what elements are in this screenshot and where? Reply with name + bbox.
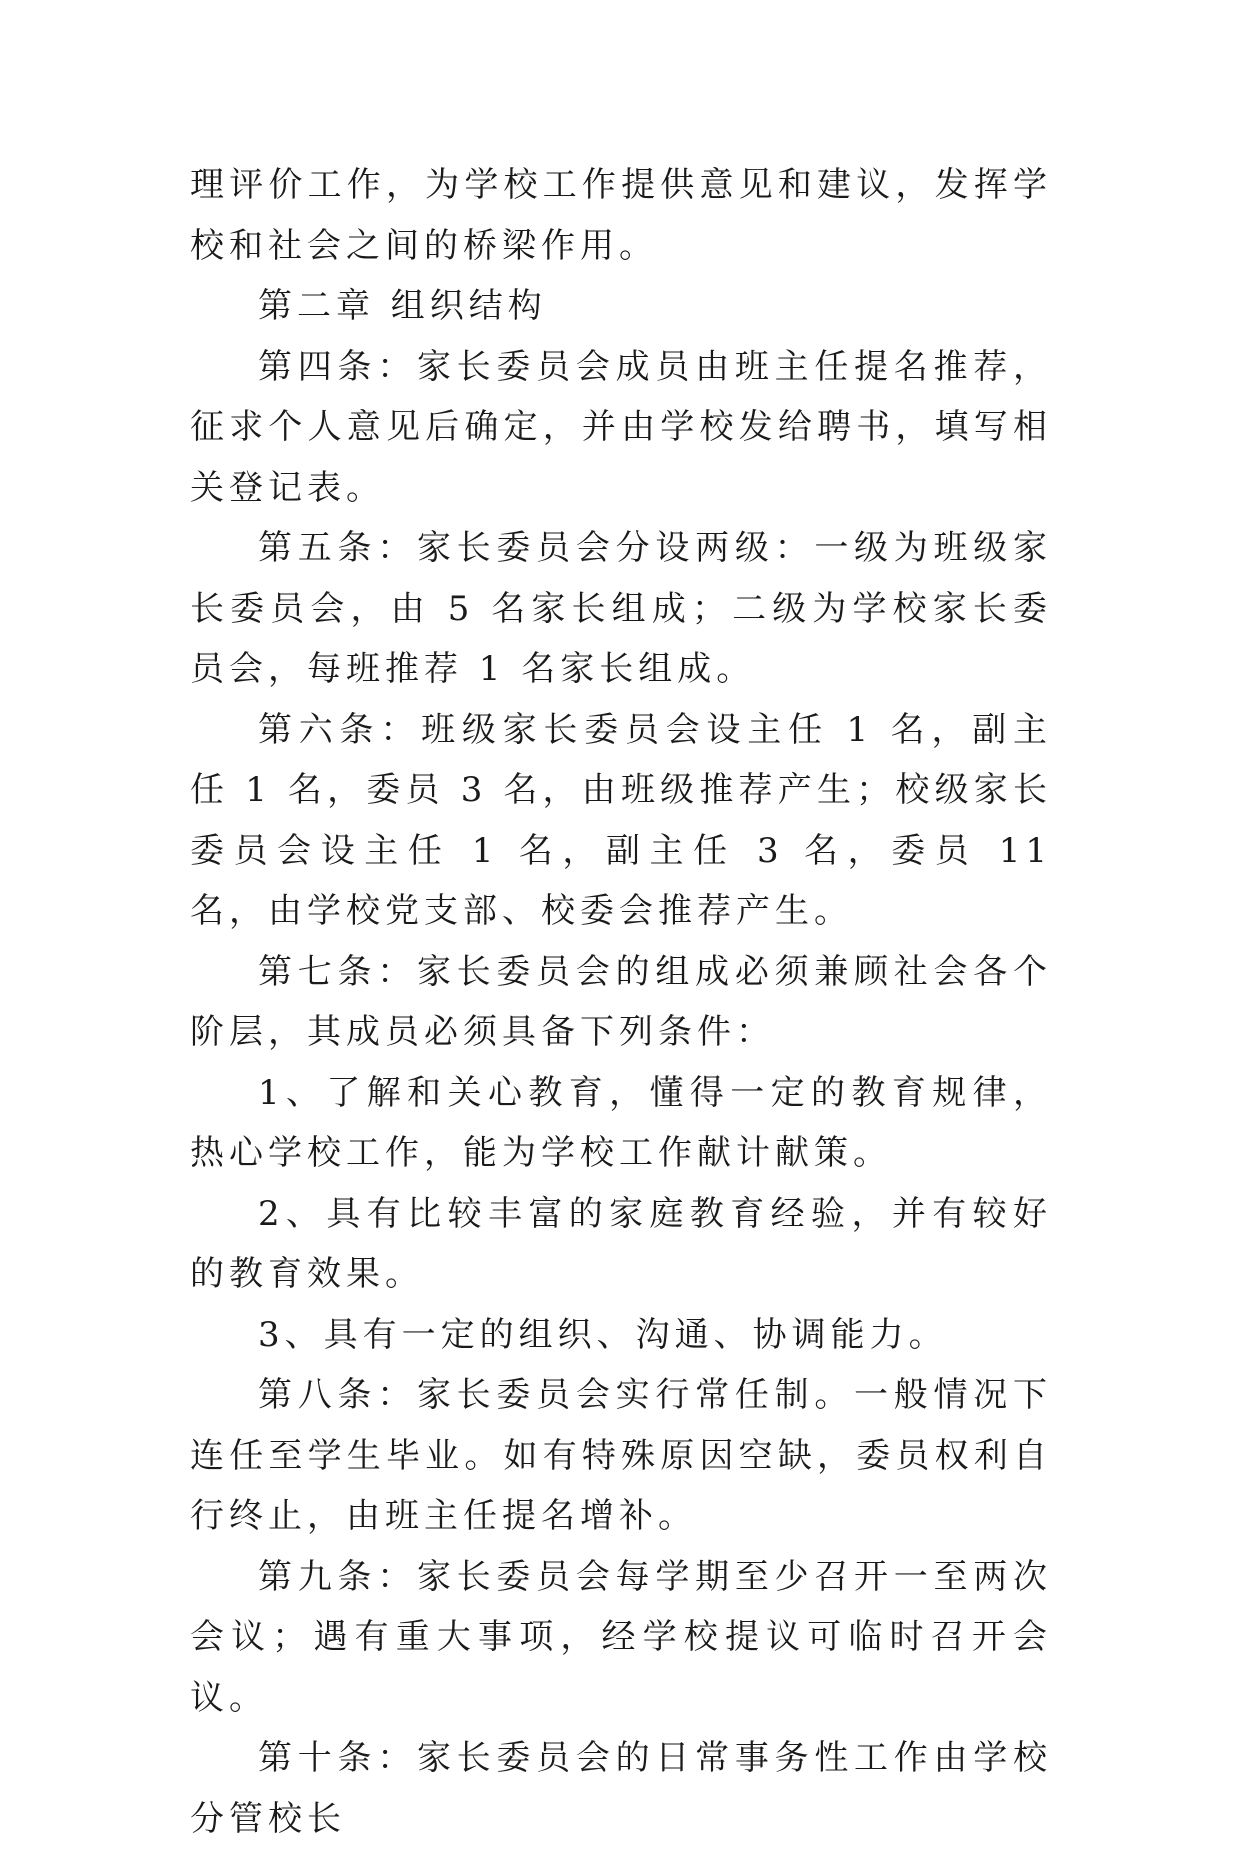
article-6: 第六条：班级家长委员会设主任 1 名，副主任 1 名，委员 3 名，由班级推荐产生；校级家长委员会设主任 1 名，副主任 3 名，委员 11 名，由学校党支部、校委会推荐产生。 <box>190 709 1052 931</box>
paragraph-continuation: 理评价工作，为学校工作提供意见和建议，发挥学校和社会之间的桥梁作用。 <box>190 165 1052 266</box>
article-4: 第四条：家长委员会成员由班主任提名推荐，征求个人意见后确定，并由学校发给聘书，填写相关登记表。 <box>190 346 1052 508</box>
document-body <box>190 155 1052 1849</box>
article-5: 第五条：家长委员会分设两级：一级为班级家长委员会，由 5 名家长组成；二级为学校家长委员会，每班推荐 1 名家长组成。 <box>190 528 1052 689</box>
condition-2: 2、具有比较丰富的家庭教育经验，并有较好的教育效果。 <box>190 1193 1052 1294</box>
article-8: 第八条：家长委员会实行常任制。一般情况下连任至学生毕业。如有特殊原因空缺，委员权利自行终止，由班主任提名增补。 <box>190 1375 1052 1536</box>
chapter-heading: 第二章 组织结构 <box>258 286 547 326</box>
condition-3: 3、具有一定的组织、沟通、协调能力。 <box>258 1314 948 1355</box>
article-10: 第十条：家长委员会的日常事务性工作由学校分管校长 <box>190 1738 1052 1839</box>
article-7: 第七条：家长委员会的组成必须兼顾社会各个阶层，其成员必须具备下列条件： <box>190 951 1052 1052</box>
article-9: 第九条：家长委员会每学期至少召开一至两次会议；遇有重大事项，经学校提议可临时召开会议。 <box>190 1556 1052 1718</box>
condition-1: 1、了解和关心教育，懂得一定的教育规律，热心学校工作，能为学校工作献计献策。 <box>190 1072 1052 1173</box>
